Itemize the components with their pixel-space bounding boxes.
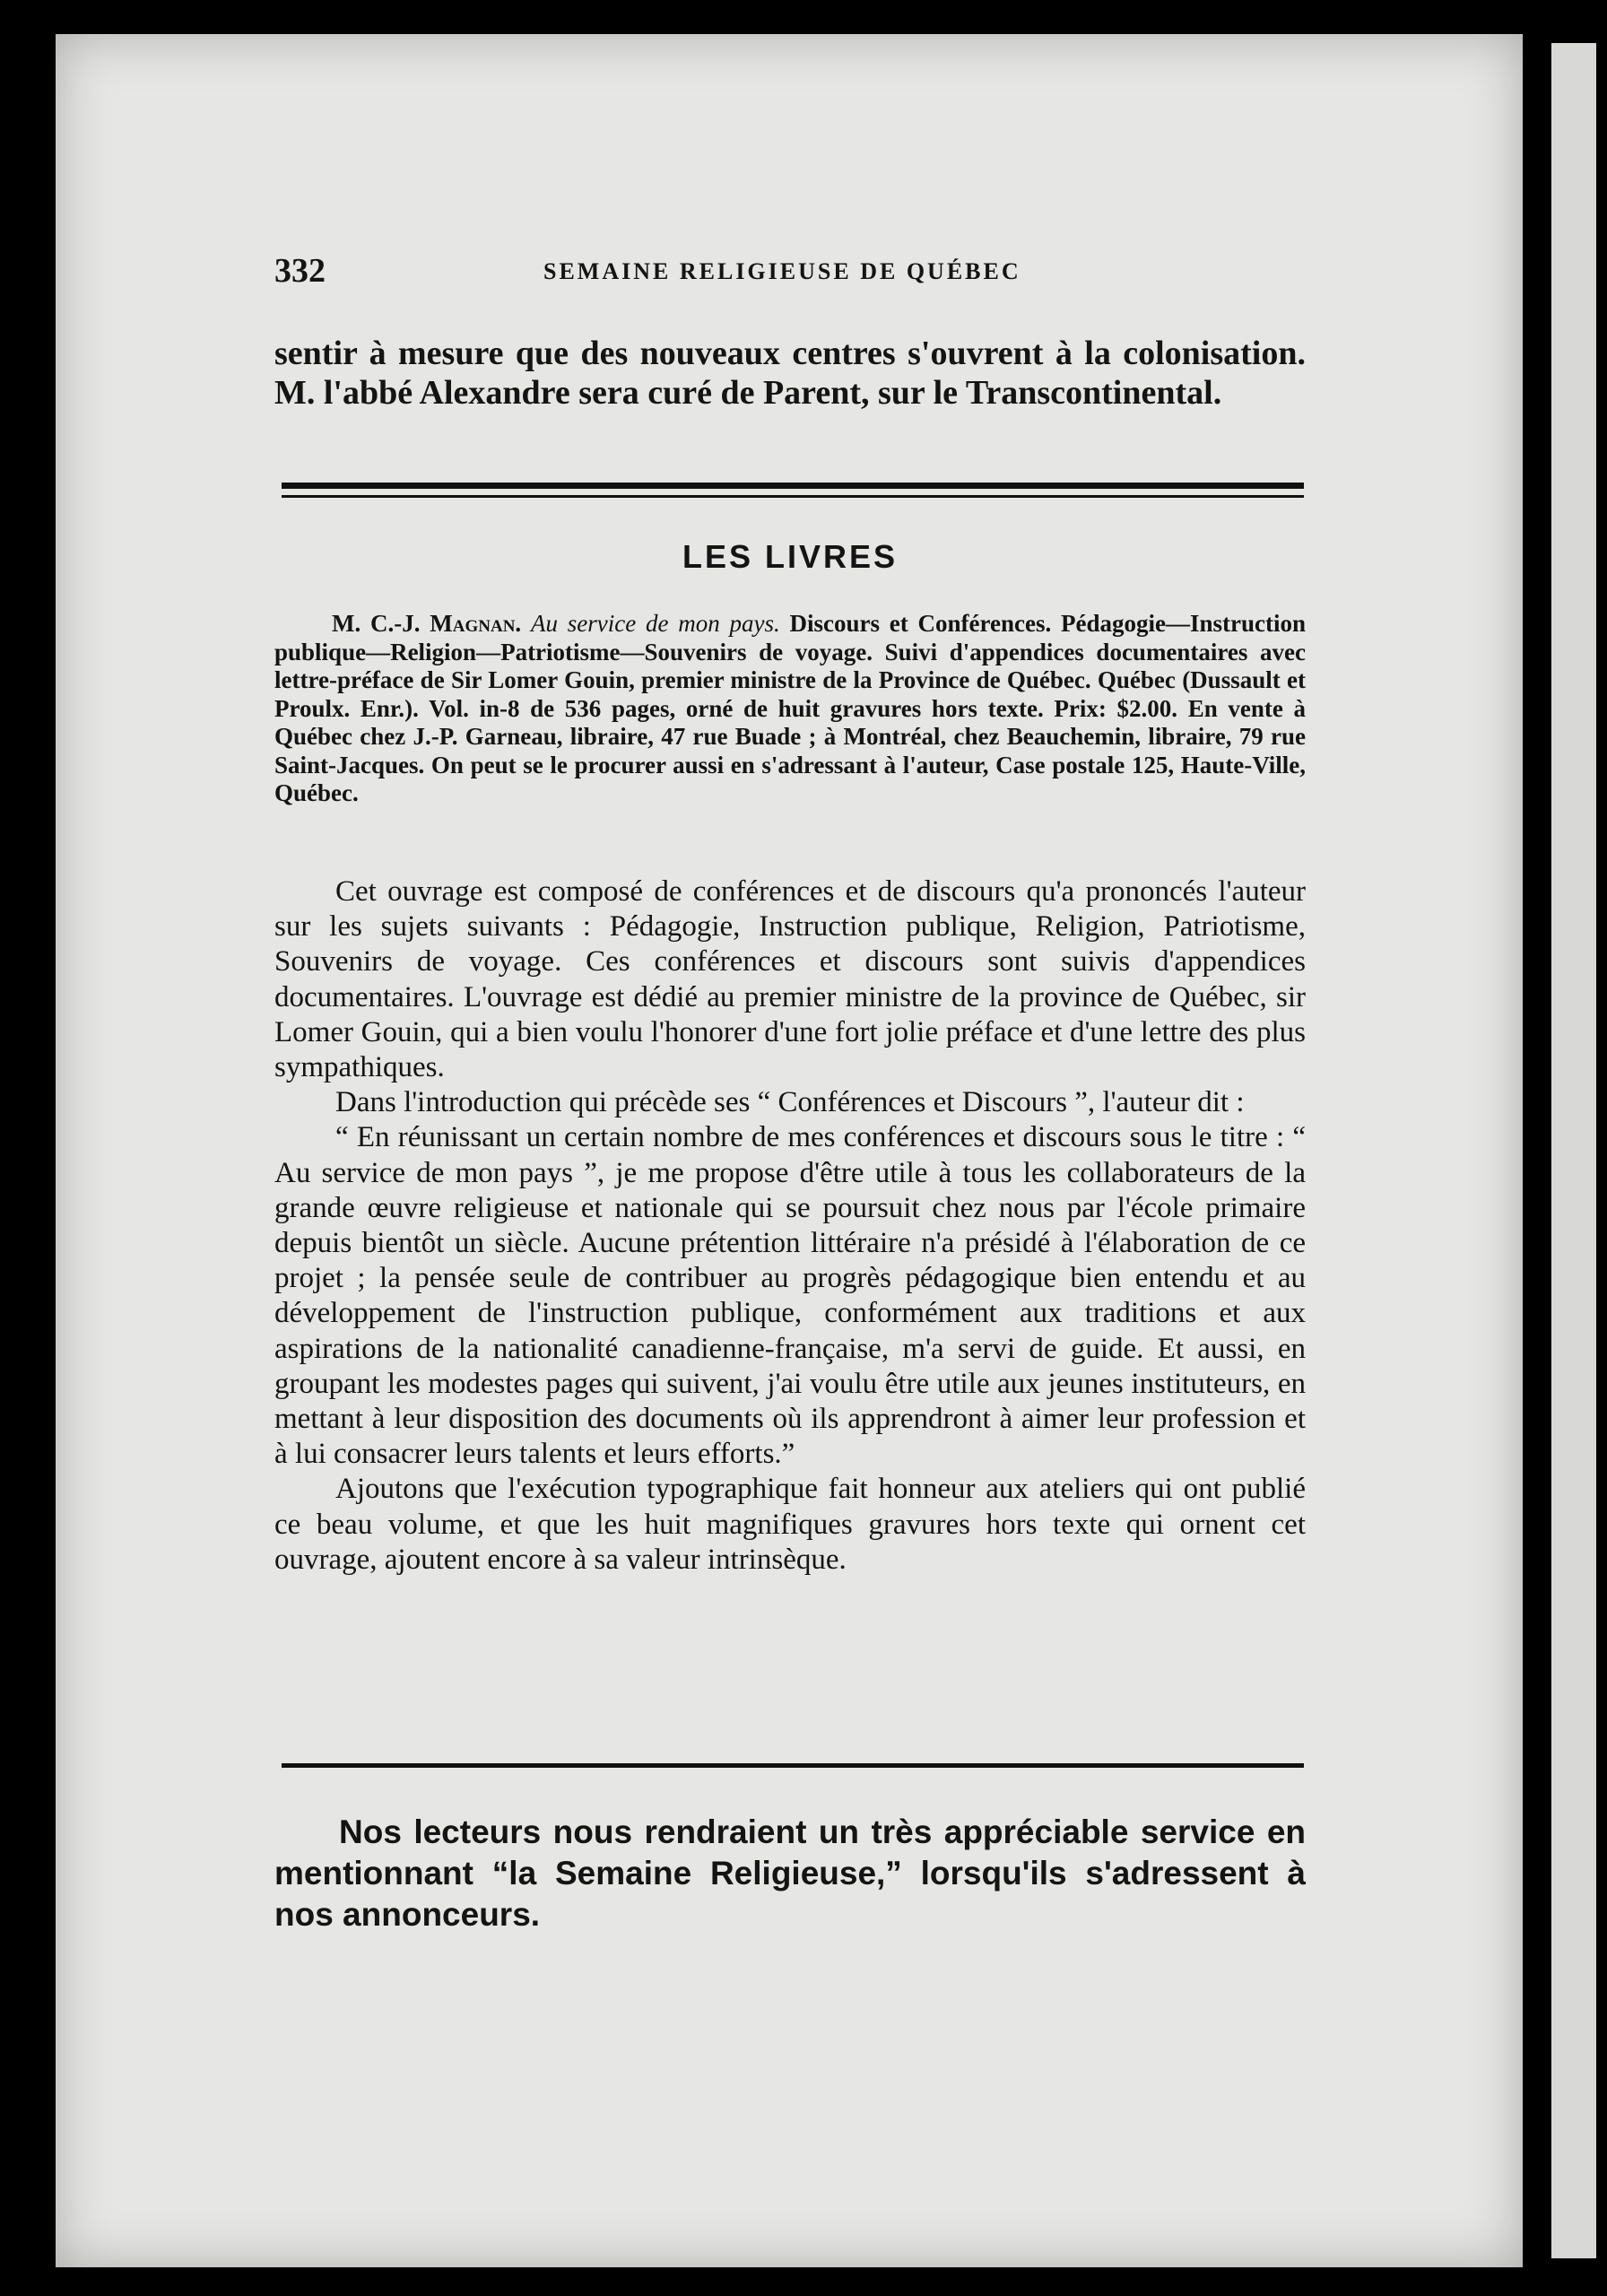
review-body: [274, 874, 1306, 1578]
review-paragraph: Cet ouvrage est composé de conférences et de discours qu'a prononcés l'auteur sur les sujets suivants : Pédagogie, Instruction publique, Religion, Patriotisme, Souvenirs de voyage. Ces conférences et discours sont suivis d'appendices documentaires. L'ouvrage est dédié au premier ministre de la province de Québec, sir Lomer Gouin, qui a bien voulu l'honorer d'une fort jolie préface et d'une lettre des plus sympathiques.: [274, 875, 1306, 1084]
carry-over-paragraph: sentir à mesure que des nouveaux centres s'ouvrent à la colonisation. M. l'abbé Alexandre sera curé de Parent, sur le Transcontinental.: [274, 335, 1306, 412]
advertiser-notice: [274, 1812, 1306, 1935]
journal-title: SEMAINE RELIGIEUSE DE QUÉBEC: [543, 258, 1021, 284]
citation-book-title: Au service de mon pays.: [530, 610, 780, 637]
notice-divider: [282, 1763, 1304, 1768]
notice-text: Nos lecteurs nous rendraient un très appréciable service en mentionnant “la Semaine Religieuse,” lorsqu'ils s'adressent à nos annonceurs.: [274, 1813, 1306, 1933]
review-quotation: “ En réunissant un certain nombre de mes conférences et discours sous le titre : “ Au service de mon pays ”, je me propose d'être utile à tous les collaborateurs de la grande œuvre religieuse et nationale qui se poursuit chez nous par l'école primaire depuis bientôt un siècle. Aucune prétention littéraire n'a présidé à l'élaboration de ce projet ; la pensée seule de contribuer au progrès pédagogique bien entendu et au développement de l'instruction publique, conformément aux traditions et aux aspirations de la nationalité canadienne-française, m'a servi de guide. Et aussi, en groupant les modestes pages qui suivent, j'ai voulu être utile aux jeunes instituteurs, en mettant à leur disposition des documents où ils apprendront à aimer leur profession et à lui consacrer leurs talents et leurs efforts.”: [274, 1121, 1306, 1471]
review-paragraph: Ajoutons que l'exécution typographique fait honneur aux ateliers qui ont publié ce beau volume, et que les huit magnifiques gravures hors texte qui ornent cet ouvrage, ajoutent encore à sa valeur intrinsèque.: [274, 1473, 1306, 1576]
section-divider-thin: [282, 495, 1304, 498]
section-title: LES LIVRES: [682, 538, 899, 575]
running-head: [274, 251, 1306, 305]
book-citation: [274, 610, 1306, 808]
adjacent-page-edge: [1551, 43, 1596, 2258]
page-number: 332: [274, 252, 326, 290]
citation-author: M. C.-J. Magnan.: [332, 610, 522, 637]
section-divider-thick: [282, 483, 1304, 489]
citation-details: Discours et Conférences. Pédagogie—Instruction publique—Religion—Patriotisme—Souvenirs de voyage. Suivi d'appendices documentaires avec lettre-préface de Sir Lomer Gouin, premier ministre de la Province de Québec. Québec (Dussault et Proulx. Enr.). Vol. in-8 de 536 pages, orné de huit gravures hors texte. Prix: $2.00. En vente à Québec chez J.-P. Garneau, libraire, 47 rue Buade ; à Montréal, chez Beauchemin, libraire, 79 rue Saint-Jacques. On peut se le procurer aussi en s'adressant à l'auteur, Case postale 125, Haute-Ville, Québec.: [274, 610, 1306, 806]
review-paragraph: Dans l'introduction qui précède ses “ Conférences et Discours ”, l'auteur dit :: [335, 1086, 1245, 1119]
